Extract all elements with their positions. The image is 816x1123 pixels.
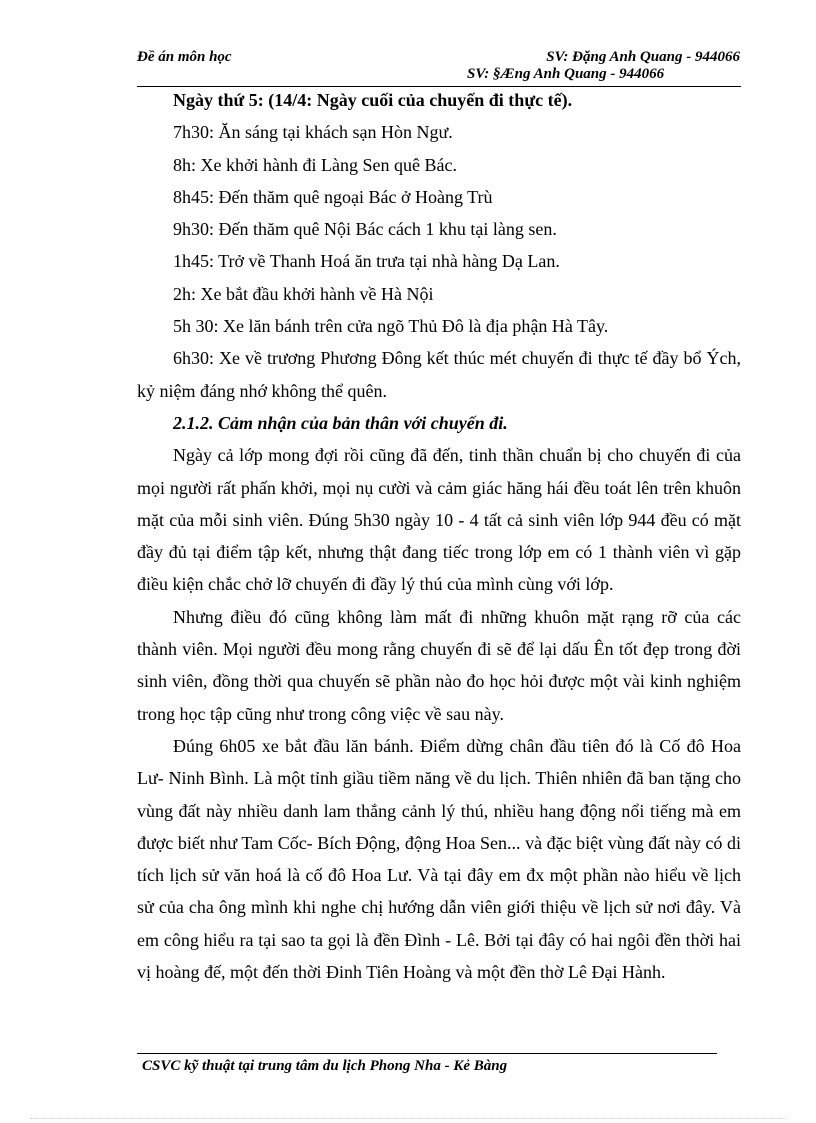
paragraph: 9h30: Đến thăm quê Nội Bác cách 1 khu tại làng sen. [173,219,557,240]
paragraph: Đúng 6h05 xe bắt đầu lăn bánh. Điểm dừng chân đầu tiên đó là Cố đô Hoa Lư- Ninh Bình. Là một tỉnh giầu tiềm năng về du lịch. Thiên nhiên đã ban tặng cho vùng đất này nhiều danh lam thắng cảnh lý thú, nhiều hang động nổi tiếng mà em được biết như Tam Cốc- Bích Động, động Hoa Sen... và đặc biệt vùng đất này có di tích lịch sử văn hoá là cố đô Hoa Lư. Và tại đây em đx một phần nào hiểu về lịch sử của cha ông mình khi nghe chị hướng dẫn viên giới thiệu về lịch sử nơi đây. Và em công hiểu ra tại sao ta gọi là đền Đình - Lê. Bởi tại đây có hai ngôi đền thời hai vị hoàng đế, một đến thời Đinh Tiên Hoàng và một đền thờ Lê Đại Hành. [137,735,741,983]
paragraph: 6h30: Xe về trương Phương Đông kết thúc mét chuyến đi thực tế đầy bổ Ých, kỷ niệm đáng nhớ không thể quên. [137,348,741,401]
header-student-info: SV: Đặng Anh Quang - 944066 [546,49,740,65]
paragraph: Nhưng điều đó cũng không làm mất đi những khuôn mặt rạng rỡ của các thành viên. Mọi người đều mong rằng chuyến đi sẽ để lại dấu Ên tốt đẹp trong đời sinh viên, đồng thời qua chuyến sẽ phần nào đo học hỏi được một vài kinh nghiệm trong học tập cũng như trong công việc về sau này. [137,606,741,724]
paragraph: 5h 30: Xe lăn bánh trên cửa ngõ Thủ Đô là địa phận Hà Tây. [173,316,609,337]
footer-title: CSVC kỹ thuật tại trung tâm du lịch Phong Nha - Kẻ Bàng [142,1058,508,1074]
day-heading: Ngày thứ 5: (14/4: Ngày cuối của chuyến đi thực tế). [173,90,573,110]
footer-divider [137,1053,717,1054]
paragraph: 8h45: Đến thăm quê ngoại Bác ở Hoàng Trù [173,186,493,207]
section-heading: 2.1.2. Cảm nhận của bản thân với chuyến đi. [173,412,508,433]
paragraph: 7h30: Ăn sáng tại khách sạn Hòn Ngư. [173,122,453,143]
header-course-title: Đề án môn học [137,49,232,65]
paragraph: 8h: Xe khởi hành đi Làng Sen quê Bác. [173,154,457,175]
paragraph: 1h45: Trở về Thanh Hoá ăn trưa tại nhà hàng Dạ Lan. [173,251,560,272]
document-body [137,84,741,988]
paragraph: Ngày cả lớp mong đợi rồi cũng đã đến, tinh thần chuẩn bị cho chuyến đi của mọi người rất phấn khởi, mọi nụ cười và cảm giác hăng hái đều toát lên trên khuôn mặt của mỗi sinh viên. Đúng 5h30 ngày 10 - 4 tất cả sinh viên lớp 944 đều có mặt đầy đủ tại điểm tập kết, nhưng thật đang tiếc trong lớp em có 1 thành viên vì gặp điều kiện chắc chở lỡ chuyến đi đầy lý thú của mình cùng với lớp. [137,445,741,595]
header-student-info-garbled: SV: §Æng Anh Quang - 944066 [467,66,665,82]
page-bottom-edge [30,1118,786,1119]
paragraph: 2h: Xe bắt đầu khởi hành về Hà Nội [173,283,434,304]
